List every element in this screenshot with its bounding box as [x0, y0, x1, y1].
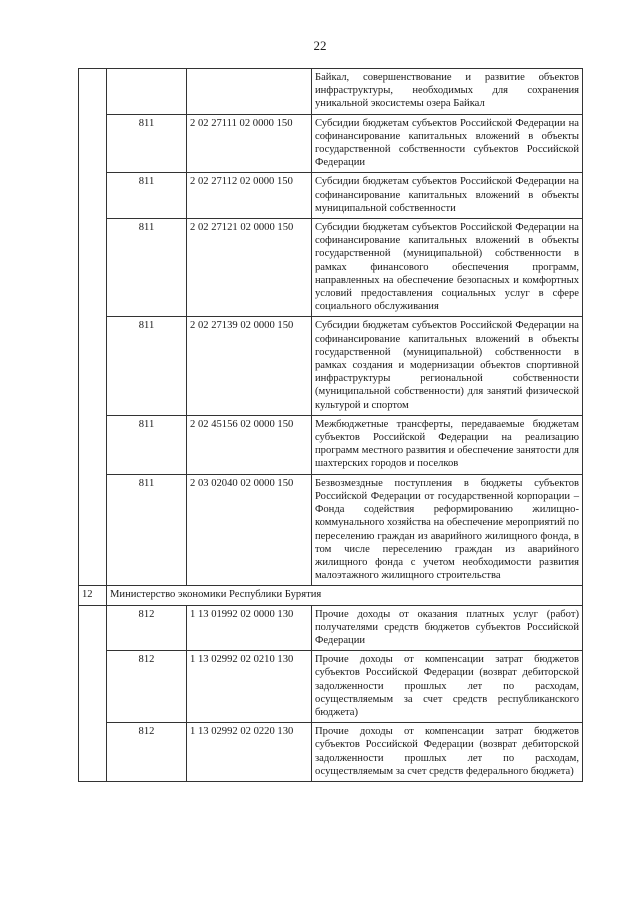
admin-code-cell: 811 — [107, 474, 187, 586]
table-row — [79, 651, 583, 723]
admin-code-cell: 811 — [107, 173, 187, 219]
table-row — [79, 317, 583, 415]
table-row — [79, 474, 583, 586]
description-cell: Межбюджетные трансферты, передаваемые бюджетам субъектов Российской Федерации на реализацию программ местного развития и обеспечение занятости для шахтерских городов и поселков — [312, 415, 583, 474]
kbk-cell: 1 13 02992 02 0210 130 — [187, 651, 312, 723]
ministry-header-row — [79, 586, 583, 605]
admin-code-cell: 811 — [107, 114, 187, 173]
admin-code-cell: 812 — [107, 605, 187, 651]
kbk-cell: 2 02 27111 02 0000 150 — [187, 114, 312, 173]
admin-code-cell — [107, 69, 187, 115]
table-row — [79, 723, 583, 782]
kbk-cell: 1 13 01992 02 0000 130 — [187, 605, 312, 651]
revenue-administrators-table — [78, 68, 583, 782]
table-row — [79, 605, 583, 651]
table-row — [79, 415, 583, 474]
description-cell: Прочие доходы от компенсации затрат бюджетов субъектов Российской Федерации (возврат дебиторской задолженности прошлых лет по расходам, осуществляемым за счет средств федерального бюджета) — [312, 723, 583, 782]
page-number: 22 — [313, 38, 327, 53]
description-cell: Прочие доходы от компенсации затрат бюджетов субъектов Российской Федерации (возврат дебиторской задолженности прошлых лет по расходам, осуществляемым за счет средств республиканского бюджета) — [312, 651, 583, 723]
kbk-cell: 2 02 27121 02 0000 150 — [187, 219, 312, 317]
table-row — [79, 114, 583, 173]
admin-code-cell: 812 — [107, 723, 187, 782]
description-cell: Байкал, совершенствование и развитие объектов инфраструктуры, необходимых для сохранения уникальной экосистемы озера Байкал — [312, 69, 583, 115]
admin-code-cell: 811 — [107, 219, 187, 317]
table-row — [79, 173, 583, 219]
description-cell: Субсидии бюджетам субъектов Российской Федерации на софинансирование капитальных вложений в объекты государственной (муниципальной) собственности в рамках финансового обеспечения программ, направленных на обеспечение безопасных и комфортных условий предоставления социальных услуг в сфере социального обслуживания — [312, 219, 583, 317]
description-cell: Безвозмездные поступления в бюджеты субъектов Российской Федерации от государственной корпорации – Фонда содействия реформированию жилищно-коммунального хозяйства на обеспечение мероприятий по переселению граждан из аварийного жилищного фонда, в том числе переселению граждан из аварийного жилищного фонда с учетом необходимости развития малоэтажного жилищного строительства — [312, 474, 583, 586]
table-row — [79, 219, 583, 317]
description-cell: Прочие доходы от оказания платных услуг (работ) получателями средств бюджетов субъектов Российской Федерации — [312, 605, 583, 651]
description-cell: Субсидии бюджетам субъектов Российской Федерации на софинансирование капитальных вложений в объекты государственной (муниципальной) собственности в рамках создания и модернизации объектов спортивной инфраструктуры региональной собственности (муниципальной собственности) для занятий физической культурой и спортом — [312, 317, 583, 415]
description-cell: Субсидии бюджетам субъектов Российской Федерации на софинансирование капитальных вложений в объекты государственной собственности субъектов Российской Федерации — [312, 114, 583, 173]
ministry-name: Министерство экономики Республики Бурятия — [107, 586, 583, 605]
kbk-cell: 2 02 27139 02 0000 150 — [187, 317, 312, 415]
kbk-cell — [187, 69, 312, 115]
admin-code-cell: 811 — [107, 317, 187, 415]
row-number-cell — [79, 69, 107, 586]
kbk-cell: 2 02 27112 02 0000 150 — [187, 173, 312, 219]
row-number-cell — [79, 605, 107, 781]
row-number-cell: 12 — [79, 586, 107, 605]
admin-code-cell: 811 — [107, 415, 187, 474]
kbk-cell: 2 03 02040 02 0000 150 — [187, 474, 312, 586]
kbk-cell: 2 02 45156 02 0000 150 — [187, 415, 312, 474]
table-row — [79, 69, 583, 115]
kbk-cell: 1 13 02992 02 0220 130 — [187, 723, 312, 782]
description-cell: Субсидии бюджетам субъектов Российской Федерации на софинансирование капитальных вложений в объекты муниципальной собственности — [312, 173, 583, 219]
admin-code-cell: 812 — [107, 651, 187, 723]
